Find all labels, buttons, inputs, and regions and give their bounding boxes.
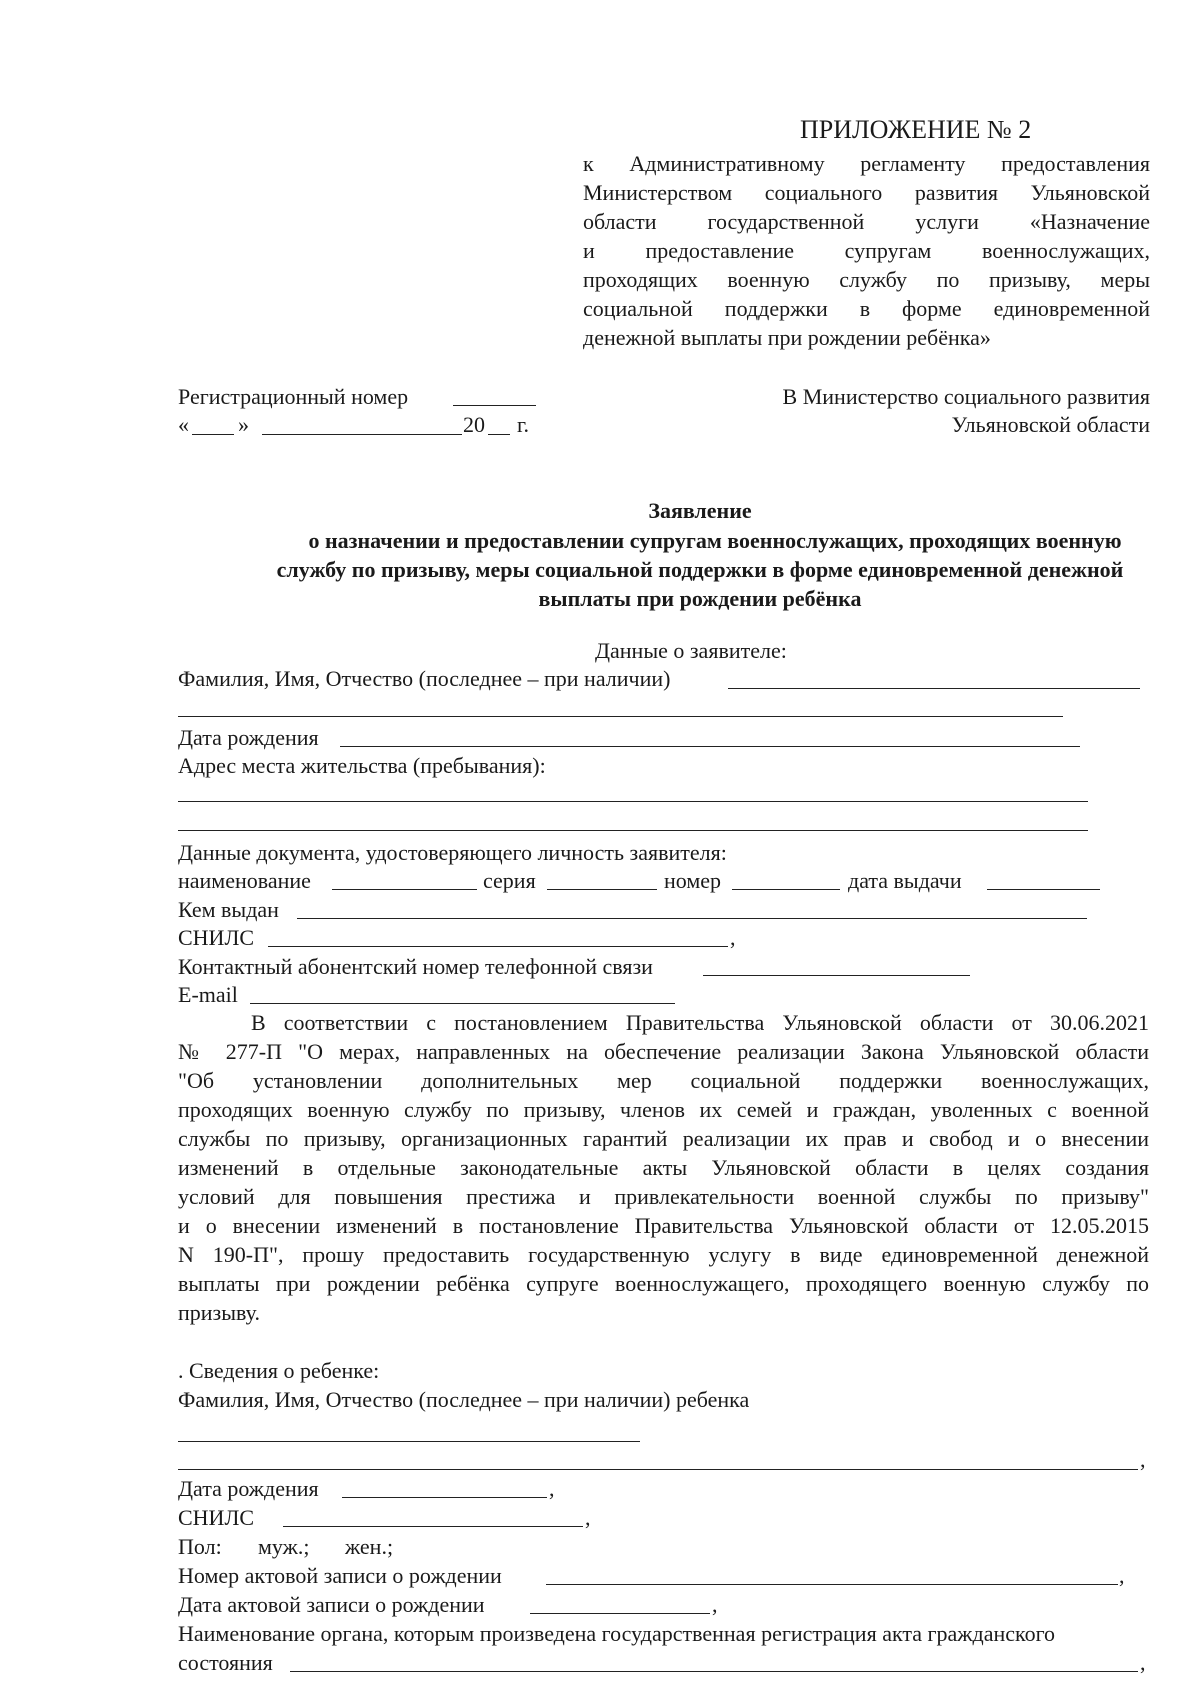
body-paragraph-line: службы по призыву, организационных гарантий реализации их прав и свобод и о внесении [178, 1126, 1149, 1151]
addressee-line: Ульяновской области [951, 412, 1150, 437]
statement-title: Заявление [648, 498, 752, 523]
child-snils-label: СНИЛС [178, 1505, 255, 1530]
body-paragraph-line: N 190-П", прошу предоставить государственную услугу в виде единовременной денежной [178, 1242, 1149, 1267]
child-fio-field[interactable] [178, 1441, 640, 1442]
body-paragraph-line: № 277-П "О мерах, направленных на обеспечение реализации Закона Ульяновской области [178, 1039, 1149, 1064]
applicant-doc-number-label: номер [664, 868, 722, 893]
applicant-doc-series-label: серия [483, 868, 536, 893]
statement-subtitle-line: о назначении и предоставлении супругам военнослужащих, проходящих военную [308, 528, 1122, 553]
child-fio-field-continued[interactable] [178, 1469, 1138, 1470]
child-snils-field[interactable] [283, 1526, 583, 1527]
applicant-fio-label: Фамилия, Имя, Отчество (последнее – при наличии) [178, 666, 671, 691]
applicant-fio-field[interactable] [728, 688, 1140, 689]
applicant-address-field-2[interactable] [178, 830, 1088, 831]
applicant-address-field-1[interactable] [178, 801, 1088, 802]
child-authority-label-continued: состояния [178, 1650, 273, 1675]
child-fio-label: Фамилия, Имя, Отчество (последнее – при наличии) ребенка [178, 1387, 750, 1412]
statement-subtitle-line: выплаты при рождении ребёнка [538, 586, 862, 611]
date-close-quote: » [238, 412, 249, 437]
child-record-date-comma: , [712, 1592, 718, 1617]
applicant-doc-series-field[interactable] [547, 889, 657, 890]
statement-subtitle-line: службу по призыву, меры социальной поддержки в форме единовременной денежной [276, 557, 1124, 582]
body-paragraph-line: "Об установлении дополнительных мер социальной поддержки военнослужащих, [178, 1068, 1149, 1093]
applicant-email-label: E-mail [178, 982, 238, 1007]
body-paragraph-line: и о внесении изменений в постановление Правительства Ульяновской области от 12.05.2015 [178, 1213, 1149, 1238]
registration-number-field[interactable] [453, 405, 536, 406]
appendix-line: области государственной услуги «Назначение [583, 209, 1150, 234]
applicant-snils-comma: , [730, 925, 736, 950]
applicant-section-title: Данные о заявителе: [595, 638, 787, 663]
date-year-prefix: 20 [463, 412, 485, 437]
child-birth-date-label: Дата рождения [178, 1476, 319, 1501]
applicant-doc-date-label: дата выдачи [848, 868, 962, 893]
body-paragraph-line: выплаты при рождении ребёнка супруге военнослужащего, проходящего военную службу по [178, 1271, 1149, 1296]
date-year-suffix: г. [517, 412, 530, 437]
applicant-doc-number-field[interactable] [732, 889, 840, 890]
child-authority-label: Наименование органа, которым произведена государственная регистрация акта гражданского [178, 1621, 1056, 1646]
body-paragraph-line: В соответствии с постановлением Правительства Ульяновской области от 30.06.2021 [251, 1010, 1149, 1035]
appendix-line: проходящих военную службу по призыву, меры [583, 267, 1150, 292]
date-month-field[interactable] [262, 434, 462, 435]
applicant-doc-name-label: наименование [178, 868, 311, 893]
body-paragraph-line: изменений в отдельные законодательные акты Ульяновской области в целях создания [178, 1155, 1149, 1180]
appendix-line: к Административному регламенту предоставления [583, 151, 1150, 176]
date-year-field[interactable] [488, 434, 510, 435]
applicant-doc-title: Данные документа, удостоверяющего личность заявителя: [178, 840, 727, 865]
child-record-number-comma: , [1119, 1563, 1125, 1588]
child-fio-comma: , [1140, 1447, 1146, 1472]
applicant-birth-date-field[interactable] [340, 746, 1080, 747]
child-sex-female-option[interactable]: жен.; [345, 1534, 394, 1559]
child-record-date-field[interactable] [530, 1613, 710, 1614]
applicant-phone-field[interactable] [703, 975, 970, 976]
date-day-field[interactable] [192, 434, 234, 435]
applicant-doc-date-field[interactable] [987, 889, 1100, 890]
child-section-title: . Сведения о ребенке: [178, 1358, 380, 1383]
date-open-quote: « [178, 412, 189, 437]
applicant-issued-by-field[interactable] [297, 918, 1087, 919]
child-sex-label: Пол: [178, 1534, 222, 1559]
child-record-number-label: Номер актовой записи о рождении [178, 1563, 502, 1588]
child-record-number-field[interactable] [546, 1584, 1118, 1585]
appendix-line: и предоставление супругам военнослужащих, [583, 238, 1150, 263]
child-sex-male-option[interactable]: муж.; [258, 1534, 310, 1559]
applicant-phone-label: Контактный абонентский номер телефонной связи [178, 954, 653, 979]
child-birth-date-comma: , [549, 1476, 555, 1501]
body-paragraph-line: проходящих военную службу по призыву, членов их семей и граждан, уволенных с военной [178, 1097, 1149, 1122]
applicant-birth-date-label: Дата рождения [178, 725, 319, 750]
body-paragraph-line: условий для повышения престижа и привлекательности военной службы по призыву" [178, 1184, 1149, 1209]
registration-number-label: Регистрационный номер [178, 384, 409, 409]
body-paragraph-line: призыву. [178, 1300, 260, 1325]
appendix-line: денежной выплаты при рождении ребёнка» [583, 325, 991, 350]
appendix-line: Министерством социального развития Ульяновской [583, 180, 1150, 205]
applicant-snils-label: СНИЛС [178, 925, 255, 950]
addressee-line: В Министерство социального развития [782, 384, 1150, 409]
child-authority-field[interactable] [290, 1671, 1138, 1672]
applicant-email-field[interactable] [250, 1003, 675, 1004]
appendix-title: ПРИЛОЖЕНИЕ № 2 [800, 115, 1032, 144]
appendix-line: социальной поддержки в форме единовременной [583, 296, 1150, 321]
applicant-fio-field-continued[interactable] [178, 716, 1063, 717]
child-birth-date-field[interactable] [342, 1497, 547, 1498]
applicant-issued-by-label: Кем выдан [178, 897, 279, 922]
child-authority-comma: , [1140, 1650, 1146, 1675]
applicant-doc-name-field[interactable] [332, 889, 477, 890]
child-snils-comma: , [585, 1505, 591, 1530]
applicant-address-label: Адрес места жительства (пребывания): [178, 753, 546, 778]
child-record-date-label: Дата актовой записи о рождении [178, 1592, 485, 1617]
applicant-snils-field[interactable] [268, 946, 728, 947]
